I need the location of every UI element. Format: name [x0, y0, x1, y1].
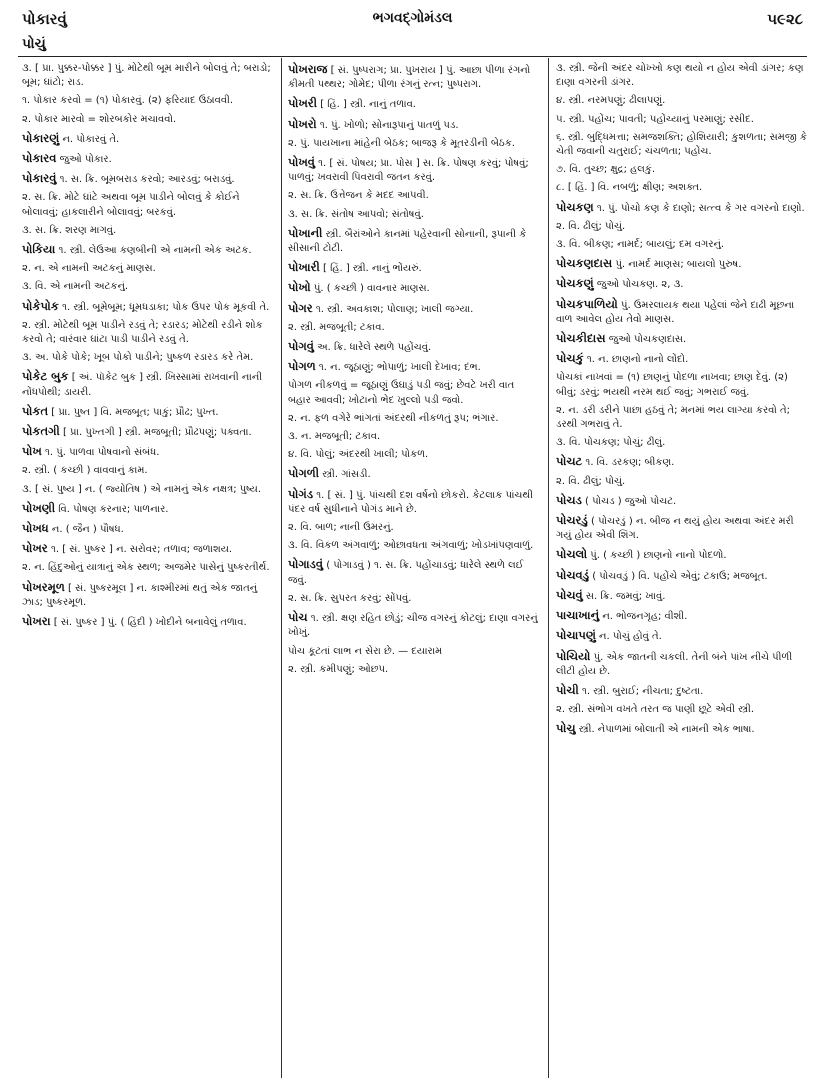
entry-headword: પોખરાજ	[288, 62, 328, 76]
dictionary-entry	[556, 297, 808, 327]
dictionary-entry	[288, 539, 540, 553]
dictionary-entry	[288, 260, 540, 276]
header-title: ભગવદ્ગોમંડલ	[372, 10, 453, 26]
entry-definition: જુઓ પોચકણ. ૨, ૩.	[596, 279, 684, 291]
entry-definition: પું. એક જાતની ચકલી. તેની બંને પાંખ નીચે પીળી લીટી હોય છે.	[556, 651, 793, 677]
entry-definition: ૩. વિ. એ નામની અટકનું.	[22, 281, 129, 293]
entry-definition: ૩. વિ. બીકણ; નામર્દ; બાયલું; દમ વગરનું.	[556, 239, 725, 251]
entry-definition: ૧. સ્ત્રી. ક્ષણ રહિત છોડું; ચીજ વગરનું કોટલું; દાણા વગરનું ખોખું.	[288, 613, 538, 639]
entry-headword: પાચાખાનું	[556, 608, 600, 623]
entry-definition: ૨. વિ. બાળ; નાની ઉમરનું.	[288, 522, 394, 534]
entry-definition: ૨. સ. ક્રિ. ઉત્તેજન કે મદદ આપવી.	[288, 190, 429, 202]
entry-definition: જુઓ પોચકણદાસ.	[608, 334, 687, 346]
entry-definition: ૧. સ્ત્રી. અવકાશ; પોલાણ; ખાલી જગ્યા.	[315, 303, 474, 315]
dictionary-entry	[288, 321, 540, 335]
dictionary-entry	[22, 151, 274, 167]
dictionary-entry	[22, 94, 274, 108]
dictionary-entry	[288, 592, 540, 606]
entry-headword: પોખર	[22, 541, 48, 556]
dictionary-entry	[556, 547, 808, 563]
dictionary-entry	[556, 220, 808, 234]
dictionary-entry	[22, 319, 274, 347]
dictionary-entry	[288, 610, 540, 640]
entry-definition: જુઓ પોકાર.	[59, 154, 112, 166]
entry-definition: [ અં. પૉકેટ બુક ] સ્ત્રી. ખિસ્સામાં રાખવાની નાની નોંધપોથી; ડાયરી.	[22, 372, 263, 398]
entry-headword: પોખરો	[288, 116, 317, 131]
dictionary-entry	[22, 404, 274, 420]
dictionary-entry	[288, 359, 540, 375]
dictionary-entry	[288, 448, 540, 462]
entry-definition: [ હિં. ] સ્ત્રી. નાનું તળાવ.	[320, 99, 416, 111]
entry-definition: ૧. વિ. ડરકણ; બીકણ.	[585, 457, 675, 469]
entry-definition: ૧. [ સં. પુષ્કર ] ન. સરોવર; તળાવ; જળાશય.	[50, 544, 233, 556]
entry-definition: ન. પોચું હોવું તે.	[599, 631, 662, 643]
entry-definition: ૨. સ્ત્રી. મોટેથી બૂમ પાડીને રડવું તે; રડારડ; મોટેથી રડીને શોક કરવો તે; વારંવાર ઘાંટા પાડી પાડીને રડવું તે.	[22, 319, 263, 346]
entry-headword: પોકિયા	[22, 242, 56, 257]
dictionary-entry	[22, 424, 274, 440]
entry-definition: [ સં. પુષ્કર ] પું. ( હિંદી ) ખોદીને બનાવેલું તળાવ.	[53, 617, 247, 629]
entry-definition: પું. ( કચ્છી ) છાણનો નાનો પોદળો.	[590, 550, 727, 562]
entry-headword: પોખ	[22, 444, 42, 459]
dictionary-entry	[22, 262, 274, 276]
entry-definition: ૩. [ પ્રા. પુક્કર-પોક્કર ] પું. મોટેથી બૂમ મારીને બોલવું તે; બરાડો; બૂમ; ઘાંટો; રાડ.	[22, 63, 271, 89]
entry-definition: પું. નામર્દ માણસ; બાયલો પુરુષ.	[615, 259, 742, 271]
dictionary-entry	[288, 155, 540, 185]
dictionary-entry	[288, 663, 540, 677]
entry-definition: ૨. સ્ત્રી. સંભોગ વખતે તરત જ પાણી છૂટે એવી સ્ત્રી.	[556, 704, 755, 716]
dictionary-entry	[556, 436, 808, 450]
entry-definition: ૩. સ. ક્રિ. સંતોષ આપવો; સંતોષવું.	[288, 208, 424, 220]
dictionary-entry	[22, 464, 274, 478]
dictionary-entry	[556, 703, 808, 717]
dictionary-entry	[22, 541, 274, 557]
entry-definition: ( પોગાડવું ) ૧. સ. ક્રિ. પહોંચાડવું; ધારેલે સ્થળે લઈ જવું.	[288, 560, 524, 586]
dictionary-entry	[556, 608, 808, 624]
dictionary-entry	[556, 238, 808, 252]
dictionary-entry	[556, 200, 808, 216]
entry-definition: ૩. વિ. વિકળ અંગવાળું; ઓછાવધતા અંગવાળું; ખોડખાંપણવાળું.	[288, 540, 534, 552]
entry-definition: પોચકાં નાખવાં = (૧) છાણનું પોદળા નાખવા; છાણ દેવું. (૨) બીવું; ડરવું; ભયથી નરમ થઈ જવું; ગભરાઈ જવું.	[556, 372, 788, 398]
dictionary-entry	[556, 628, 808, 644]
dictionary-entry	[288, 189, 540, 203]
entry-headword: પોખાની	[288, 225, 323, 240]
entry-definition: ૧. પોકાર કરવો = (૧) પોકારવું. (૨) ફરિયાદ ઉઠાવવી.	[22, 95, 234, 107]
entry-definition: ૨. વિ. ઢીલું; પોચું.	[556, 475, 626, 487]
entry-headword: પોખરી	[288, 96, 318, 111]
entry-definition: ( પોચરડું ) ન. બીજ ન થયું હોય અથવા અંદર મરી ગયું હોય એવી શિંગ.	[556, 516, 794, 542]
dictionary-entry	[22, 242, 274, 258]
entry-headword: પોખધ	[22, 521, 49, 536]
entry-headword: પોગવું	[288, 339, 314, 354]
entry-definition: [ પ્રા. પુષ્ત ] વિ. મજબૂત; પાકું; પ્રૌઢ; પુખ્ત.	[51, 406, 219, 418]
dictionary-entry	[22, 131, 274, 147]
entry-definition: પું. ઉમરલાયક થયા પહેલાં જેને દાઢી મૂછના વાળ આવેલ હોય તેવો માણસ.	[556, 299, 795, 325]
entry-definition: ૩. સ્ત્રી. જેની અંદર ચોખ્ખો કણ થયો ન હોય એવી ડાંગર; કણ દાણા વગરની ડાંગર.	[556, 63, 804, 89]
entry-definition: ૨. ન. હિંદુઓનું યાત્રાનું એક સ્થળ; અજમેર પાસેનું પુષ્કરતીર્થ.	[22, 562, 270, 574]
entry-definition: [ હિં. ] સ્ત્રી. નાનું ભોંયરું.	[323, 263, 422, 275]
entry-definition: અ. ક્રિ. ધારેલે સ્થળે પહોંચવું.	[317, 342, 432, 354]
entry-definition: ન. ભોજનગૃહ; વીશી.	[602, 611, 688, 623]
column-2	[288, 62, 540, 681]
entry-definition: ૩. [ સં. પુષ્ય ] ન. ( જ્યોતિષ ) એ નામનું એક નક્ષત્ર; પુષ્ય.	[22, 483, 262, 495]
dictionary-entry	[556, 256, 808, 272]
entry-headword: પોચરડું	[556, 513, 588, 528]
dictionary-entry	[22, 171, 274, 187]
dictionary-entry	[556, 493, 808, 509]
entry-definition: ૨. સ્ત્રી. ( કચ્છી ) વાવવાનું કામ.	[22, 465, 148, 477]
column-divider	[548, 58, 549, 1078]
entry-headword: પોચવું	[556, 587, 583, 602]
header-rule	[18, 56, 807, 57]
entry-definition: સ્ત્રી. બૈરાંઓને કાનમાં પહેરવાની સોનાની, રૂપાની કે સીસાની ટોટી.	[288, 228, 527, 255]
entry-headword: પોચટ	[556, 454, 583, 469]
entry-definition: ૧. પું. પાળવા પોષવાનો સંબંધ.	[44, 447, 160, 459]
dictionary-entry	[22, 62, 274, 90]
dictionary-entry	[288, 226, 540, 256]
dictionary-entry	[22, 501, 274, 517]
entry-definition: ૧. સ્ત્રી. લેઉઆ કણબીની એ નામની એક અટક.	[58, 245, 252, 257]
entry-headword: પોચલો	[556, 547, 588, 562]
entry-headword: પોખરમૂળ	[22, 579, 65, 594]
entry-definition: ( પોચડ ) જુઓ પોચટ.	[585, 495, 677, 507]
entry-definition: ૨. ન. ફળ વગેરે ભાંગતાં અંદરથી નીકળતું રૂપ; ભંગાર.	[288, 412, 499, 424]
entry-definition: ૧. સ્ત્રી. બુરાઈ; નીચતા; દુષ્ટતા.	[582, 685, 704, 697]
entry-definition: ૮. [ હિં. ] વિ. નબળું; ક્ષીણ; અશક્ત.	[556, 182, 703, 194]
entry-headword: પોચાપણું	[556, 628, 596, 643]
entry-definition: ૫. સ્ત્રી. પહોંચ; પાવતી; પહોંચ્યાનું પરમાણું; રસીદ.	[556, 113, 754, 125]
dictionary-entry	[288, 412, 540, 426]
entry-definition: ૨. વિ. ઢીલું; પોચું.	[556, 220, 626, 232]
entry-headword: પોકારવ	[22, 151, 57, 166]
dictionary-entry	[556, 649, 808, 679]
entry-definition: વિ. પોષણ કરનાર; પાળનાર.	[58, 503, 169, 515]
entry-headword: પોકારવું	[22, 171, 57, 186]
dictionary-entry	[556, 94, 808, 108]
entry-definition: ૩. સ. ક્રિ. શરણ માગવું.	[22, 224, 117, 236]
entry-definition: [ સં. પુષ્કરમૂલ ] ન. કાશ્મીરમાં થતું એક જાતનું ઝાડ; પુષ્કરમૂળ.	[22, 582, 258, 608]
dictionary-entry	[22, 299, 274, 315]
entry-headword: પોકતગી	[22, 424, 60, 439]
entry-definition: ૧. પું. ખોળો; સોનારૂપાનું પાતળું પડ.	[319, 119, 459, 131]
entry-headword: પોચુ	[556, 721, 576, 736]
entry-definition: પોચ કૂટતાં લાભ ન સેરા છે. — દયારામ	[288, 645, 443, 657]
dictionary-entry	[556, 351, 808, 367]
dictionary-entry	[288, 466, 540, 482]
dictionary-entry	[288, 301, 540, 317]
dictionary-entry	[556, 276, 808, 292]
entry-definition: પોગળ નીકળવું = જૂઠાણું ઉઘાડું પડી જવું; છેવટે ખરી વાત બહાર આવવી; ખોટાનો ભેદ ખુલ્લો પડી જવો.	[288, 380, 515, 406]
dictionary-entry	[22, 351, 274, 365]
entry-definition: ૧. સ્ત્રી. બૂમેબૂમ; ધૂમધડાકા; પોક ઉપર પોક મૂકવી તે.	[62, 301, 270, 313]
entry-definition: ૨. પોકાર મારવો = શોરબકોર મચાવવો.	[22, 113, 177, 125]
dictionary-entry	[556, 475, 808, 489]
entry-definition: સ્ત્રી. ગાંસડી.	[322, 469, 371, 481]
entry-definition: ન. પોકારવું તે.	[62, 133, 120, 145]
dictionary-entry	[288, 487, 540, 517]
dictionary-entry	[556, 331, 808, 347]
page-header	[22, 10, 803, 32]
entry-headword: પોખવું	[288, 155, 315, 170]
entry-definition: ૩. અ. પોકે પોકે; ખૂબ પોકો પાડીને; પુષ્કળ રડારડ કરે તેમ.	[22, 352, 254, 364]
entry-definition: ૩. વિ. પોચકણ; પોચું; ઢીલું.	[556, 437, 666, 449]
entry-definition: ૩. ન. મજબૂતી; ટકાવ.	[288, 431, 381, 443]
entry-definition: ૧. સ. ક્રિ. બૂમબરાડ કરવો; આરડવું; બરાડવું.	[59, 174, 235, 186]
entry-definition: ૧. ન. છાણનો નાનો લોંદો.	[586, 354, 689, 366]
header-left-guideword: પોકારવું	[22, 10, 67, 28]
entry-definition: ૪. સ્ત્રી. નરમપણું; ઢીલાપણું.	[556, 95, 666, 107]
dictionary-entry	[22, 483, 274, 497]
dictionary-entry	[556, 371, 808, 399]
entry-headword: પોચ	[288, 610, 308, 625]
dictionary-entry	[556, 588, 808, 604]
dictionary-entry	[288, 645, 540, 659]
entry-headword: પોચડ	[556, 492, 582, 507]
column-divider	[281, 58, 282, 1078]
entry-definition: ન. ( જૈન ) પૌષધ.	[51, 524, 124, 536]
entry-definition: [ સં. પુષ્પરાગ; પ્રા. પુખરાય ] પું. આછા પીળા રંગનો કીમતી પથ્થર; ગોમેદ; પીળા રંગનું રત્ન; પુષ્પરાગ.	[288, 65, 531, 91]
dictionary-entry	[22, 521, 274, 537]
entry-definition: [ પ્રા. પુખ્તગી ] સ્ત્રી. મજબૂતી; પ્રૌઢપણું; પક્વતા.	[62, 427, 252, 439]
entry-headword: પોખારી	[288, 260, 320, 275]
entry-headword: પોગંડ	[288, 486, 314, 501]
entry-definition: સ્ત્રી. નેપાળમાં બોલાતી એ નામની એક ભાષા.	[578, 724, 755, 736]
dictionary-entry	[22, 369, 274, 399]
dictionary-entry	[22, 580, 274, 610]
entry-definition: ૧. [ સં. પોષય; પ્રા. પોસ ] સ. ક્રિ. પોષણ કરવું; પોષવું; પાળવું; ખવરાવી પિવરાવી જતન કરવું.	[288, 158, 529, 184]
entry-headword: પોચકણું	[556, 276, 594, 291]
dictionary-entry	[556, 513, 808, 543]
entry-headword: પોખો	[288, 280, 311, 295]
entry-headword: પોકારણું	[22, 130, 60, 145]
entry-definition: ૧. [ સં. ] પું. પાંચથી દશ વર્ષનો છોકરો. કેટલાક પાંચથી પંદર વર્ષ સુધીનાને પોગંડ માને છે.	[288, 489, 533, 515]
entry-headword: પોગળી	[288, 466, 319, 481]
entry-headword: પોચી	[556, 682, 579, 697]
dictionary-entry	[288, 280, 540, 296]
column-3	[556, 62, 808, 742]
entry-definition: ૨. ન. ડરી ડરીને પાછા હઠવું તે; મનમાં ભય લાગ્યા કરવો તે; ડરથી ગભરાવું તે.	[556, 404, 791, 431]
entry-headword: પોચકણ	[556, 199, 594, 214]
entry-headword: પોચકીદાસ	[556, 331, 606, 346]
dictionary-entry	[556, 163, 808, 177]
dictionary-entry	[22, 561, 274, 575]
column-1	[22, 62, 274, 634]
dictionary-entry	[288, 62, 540, 92]
entry-headword: પોકેટ બુક	[22, 369, 69, 384]
dictionary-entry	[288, 117, 540, 133]
page-number: ૫૯૨૮	[767, 10, 803, 28]
dictionary-entry	[288, 430, 540, 444]
entry-definition: ૪. વિ. પોલું; અંદરથી ખાલી; પોકળ.	[288, 449, 429, 461]
entry-definition: ૧. પું. પોચો કણ કે દાણો; સત્ત્વ કે ગર વગરનો દાણો.	[596, 202, 805, 214]
dictionary-entry	[22, 614, 274, 630]
dictionary-entry	[22, 191, 274, 219]
dictionary-entry	[556, 568, 808, 584]
entry-definition: ૭. વિ. તુચ્છ; ક્ષુદ્ર; હલકું.	[556, 164, 656, 176]
entry-headword: પોખરા	[22, 614, 51, 629]
dictionary-entry	[288, 339, 540, 355]
entry-headword: પોખણી	[22, 500, 56, 515]
entry-headword: પોકેપોક	[22, 298, 59, 313]
entry-definition: ૬. સ્ત્રી. બુદ્ધિમત્તા; સમજશક્તિ; હોશિયારી; કુશળતા; સમજી કે ચેતી જવાની ચતુરાઈ; ચંચળતા; પહોંચ.	[556, 131, 807, 158]
entry-definition: ( પોચવડું ) વિ. પહોંચે એવું; ટકાઉ; મજબૂત.	[592, 570, 768, 582]
entry-definition: ૨. સ. ક્રિ. સુપરત કરવું; સોંપવું.	[288, 592, 412, 604]
entry-definition: સ. ક્રિ. જમવું; ખાવું.	[585, 590, 666, 602]
dictionary-entry	[288, 557, 540, 587]
dictionary-entry	[556, 721, 808, 737]
dictionary-entry	[556, 131, 808, 159]
entry-headword: પોચિયો	[556, 648, 591, 663]
entry-definition: પું. ( કચ્છી ) વાવનાર માણસ.	[313, 283, 430, 295]
dictionary-entry	[22, 444, 274, 460]
dictionary-entry	[556, 113, 808, 127]
dictionary-entry	[288, 208, 540, 222]
dictionary-entry	[288, 137, 540, 151]
entry-definition: ૧. ન. જૂઠાણું; ભોપાળું; ખાલી દેખાવ; દંભ.	[318, 362, 481, 374]
dictionary-entry	[288, 96, 540, 112]
entry-headword: પોચકણદાસ	[556, 256, 613, 271]
entry-definition: ૨. સ્ત્રી. મજબૂતી; ટકાવ.	[288, 321, 385, 333]
dictionary-entry	[22, 113, 274, 127]
entry-headword: પોગર	[288, 300, 313, 315]
dictionary-entry	[556, 404, 808, 432]
dictionary-entry	[556, 683, 808, 699]
header-sub-guideword: પોચું	[22, 36, 46, 52]
entry-definition: ૨. પું. પાયખાના માંહેની બેઠક; બાજરૂ કે મૂતરડીની બેઠક.	[288, 137, 515, 149]
entry-headword: પોગળ	[288, 359, 316, 374]
dictionary-entry	[288, 379, 540, 407]
dictionary-entry	[556, 181, 808, 195]
entry-headword: પોચકું	[556, 351, 584, 366]
dictionary-entry	[288, 521, 540, 535]
dictionary-entry	[22, 280, 274, 294]
dictionary-entry	[556, 62, 808, 90]
entry-definition: ૨. ન. એ નામની અટકનું માણસ.	[22, 263, 156, 275]
entry-definition: ૨. સ. ક્રિ. મોટે ઘાંટે અથવા બૂમ પાડીને બોલવું કે કોઈને બોલાવવું; હાકલારીને બોલાવવું; બરકવું.	[22, 192, 240, 218]
dictionary-entry	[22, 224, 274, 238]
entry-headword: પોકત	[22, 403, 49, 418]
entry-headword: પોચવડું	[556, 567, 590, 582]
dictionary-entry	[556, 454, 808, 470]
entry-headword: પોગાડવું	[288, 557, 324, 572]
entry-definition: ૨. સ્ત્રી. કમીપણું; ઓછપ.	[288, 663, 389, 675]
entry-headword: પોચકપાળિયો	[556, 296, 618, 311]
